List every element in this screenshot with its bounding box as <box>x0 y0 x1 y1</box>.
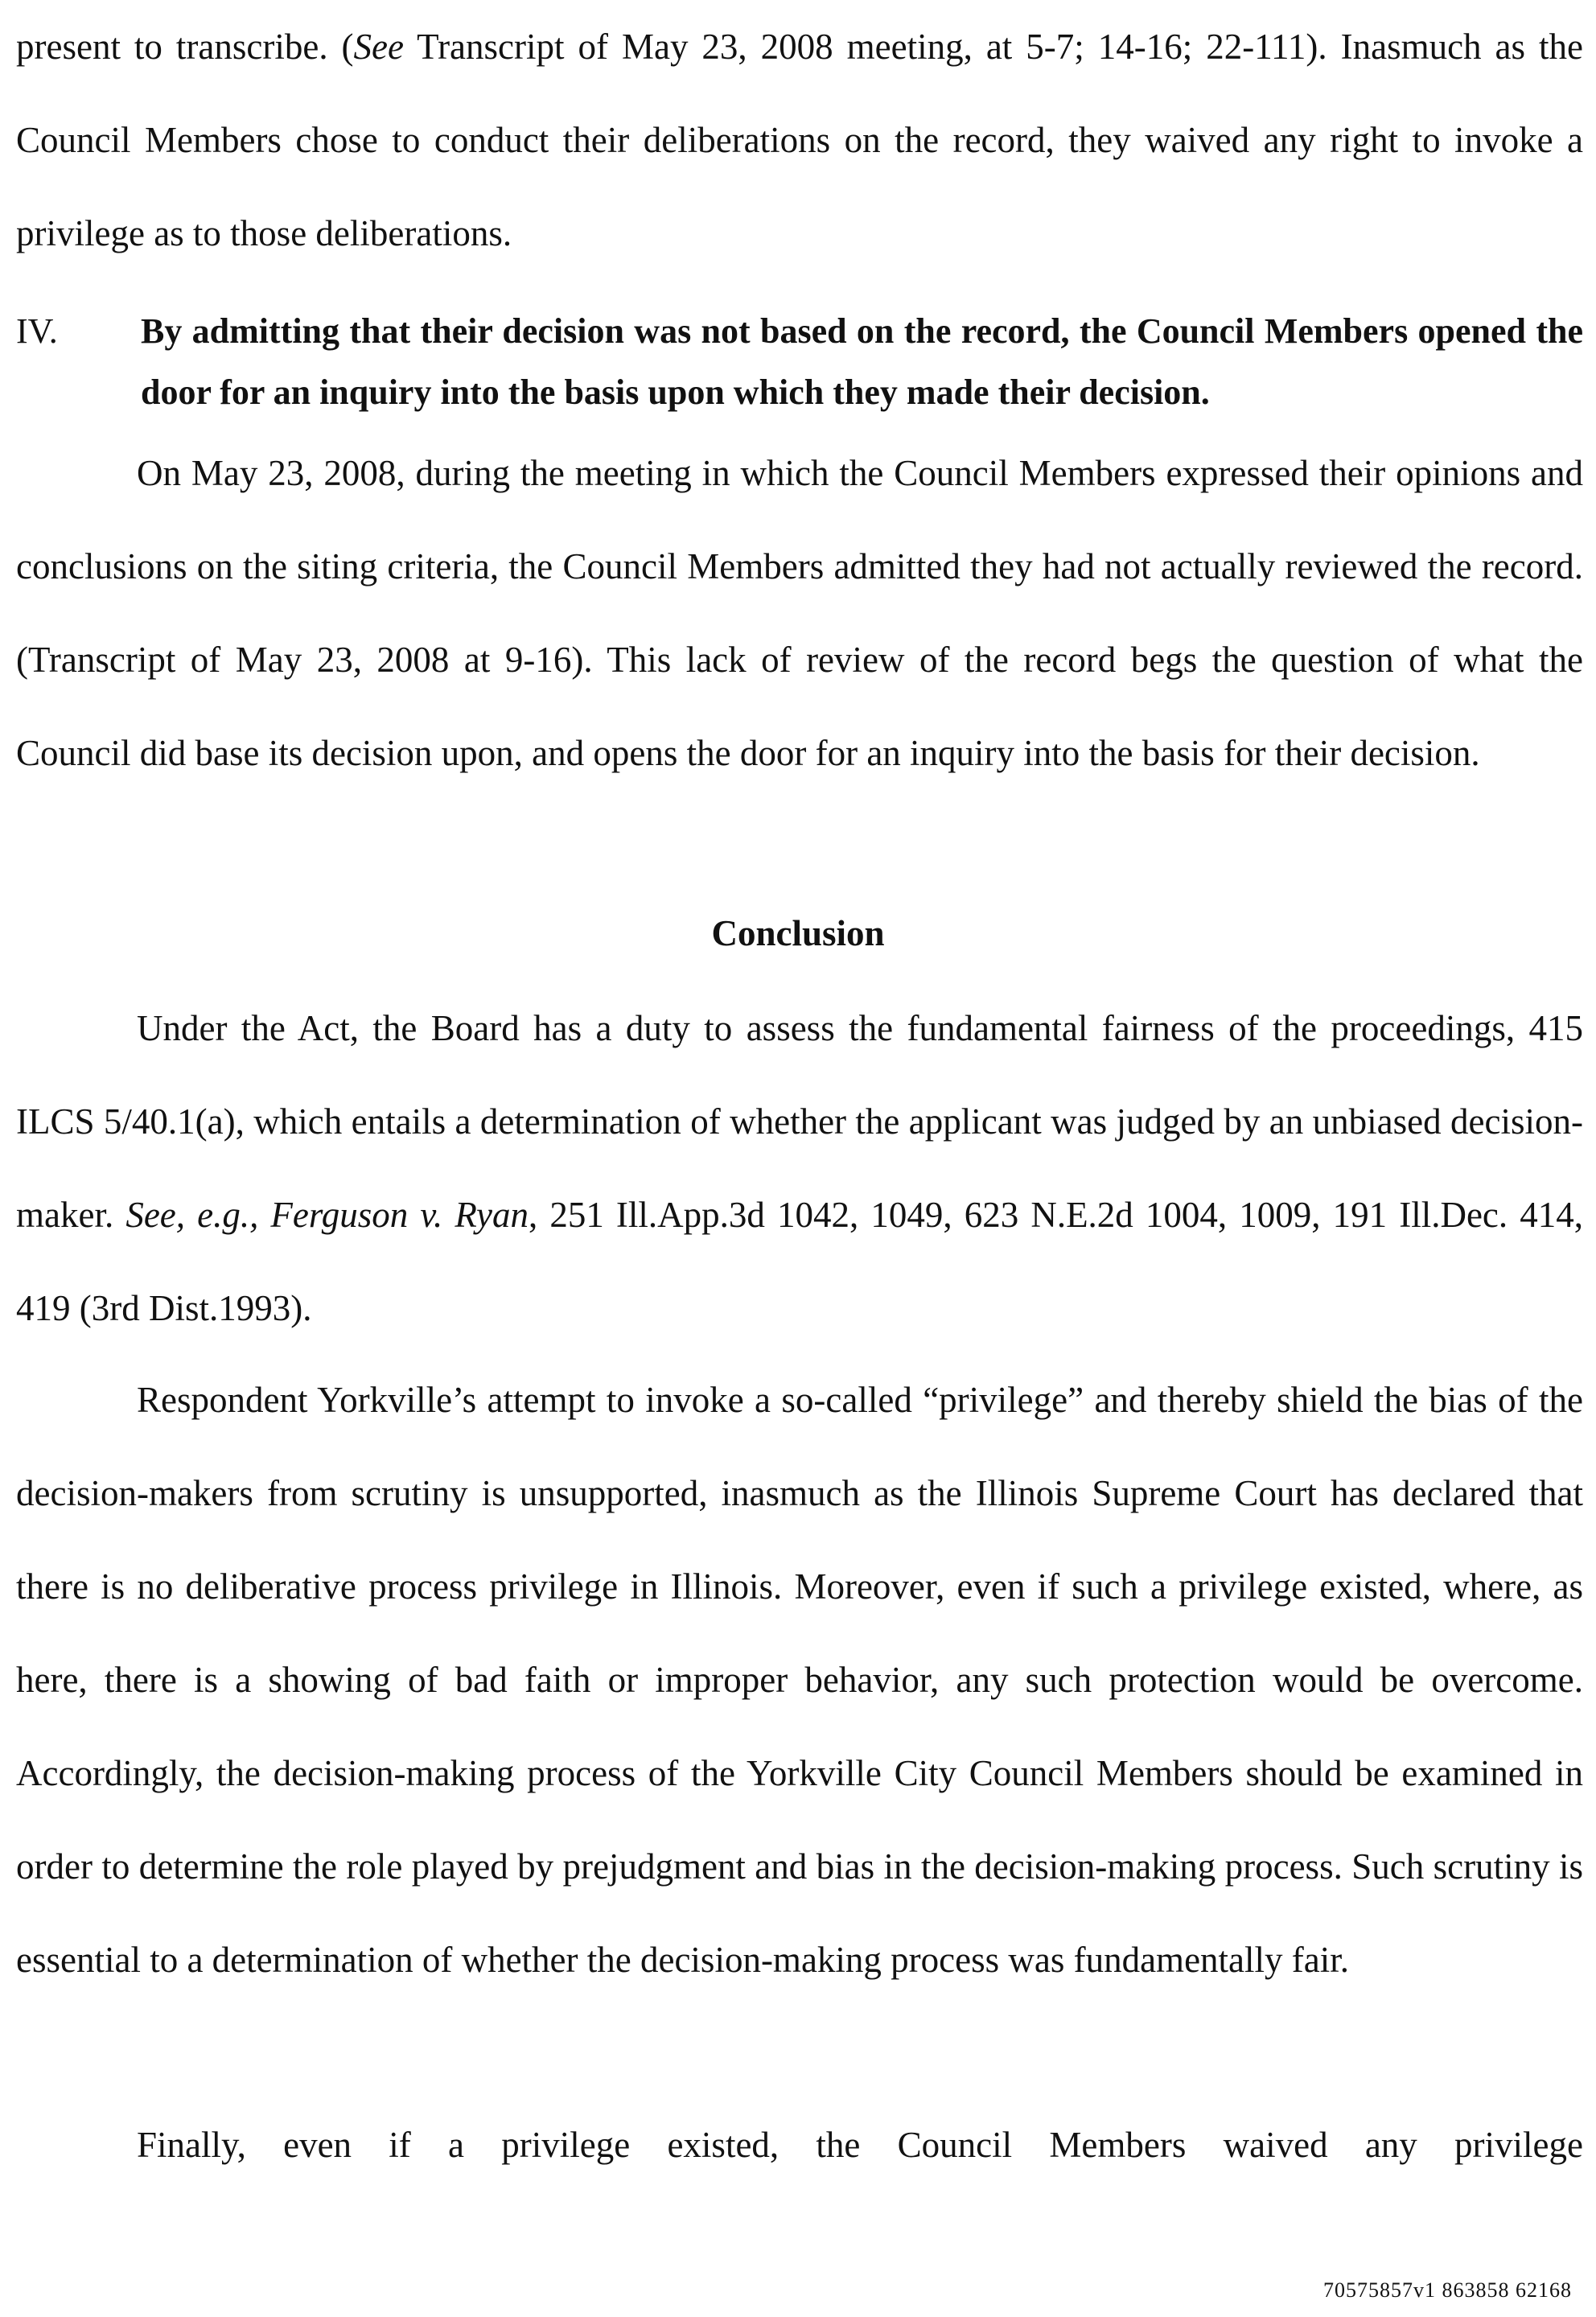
case-citation: See, e.g., Ferguson v. Ryan <box>125 1195 529 1235</box>
paragraph-text: Inasmuch as the Council Members chose to conduct their deliberations on the record, they waived any right to invoke a privilege as to those deliberations. <box>16 27 1583 253</box>
paragraph-text: Transcript of May 23, 2008 meeting, at 5-7; 14-16; 22-111). <box>404 27 1327 67</box>
paragraph-text: , 251 Ill.App.3d 1042, 1049, 623 N.E.2d 1004, 1009, 191 Ill.Dec. 414, 419 (3rd Dist.1993). <box>16 1195 1583 1328</box>
paragraph-text: Under the Act, the Board has a duty to assess the fundamental fairness of the proceedings, 415 ILCS 5/40.1(a), which entails a determination of whether the applicant was judged by an unbiased decision-maker. <box>16 1008 1583 1235</box>
citation-signal: See <box>353 27 404 67</box>
paragraph-text: present to transcribe. ( <box>16 27 354 67</box>
paragraph-continuation <box>16 0 1583 280</box>
conclusion-heading: Conclusion <box>711 913 885 953</box>
paragraph <box>16 982 1583 1355</box>
section-heading-text: By admitting that their decision was not based on the record, the Council Members opened the door for an inquiry into the basis upon which they made their decision. <box>141 311 1583 412</box>
section-number: IV. <box>16 311 58 351</box>
paragraph: On May 23, 2008, during the meeting in which the Council Members expressed their opinions and conclusions on the siting criteria, the Council Members admitted they had not actually reviewed the record. (Transcript of May 23, 2008 at 9-16). This lack of review of the record begs the question of what the Council did base its decision upon, and opens the door for an inquiry into the basis for their decision. <box>16 453 1583 773</box>
document-id: 70575857v1 863858 62168 <box>1323 2278 1572 2302</box>
paragraph: Respondent Yorkville’s attempt to invoke a so-called “privilege” and thereby shield the bias of the decision-makers from scrutiny is unsupported, inasmuch as the Illinois Supreme Court has declared that there is no deliberative process privilege in Illinois. Moreover, even if such a privilege existed, where, as here, there is a showing of bad faith or improper behavior, any such protection would be overcome. Accordingly, the decision-making process of the Yorkville City Council Members should be examined in order to determine the role played by prejudgment and bias in the decision-making process. Such scrutiny is essential to a determination of whether the decision-making process was fundamentally fair. <box>16 1380 1583 1980</box>
paragraph: Finally, even if a privilege existed, the Council Members waived any privilege <box>137 2125 1583 2165</box>
